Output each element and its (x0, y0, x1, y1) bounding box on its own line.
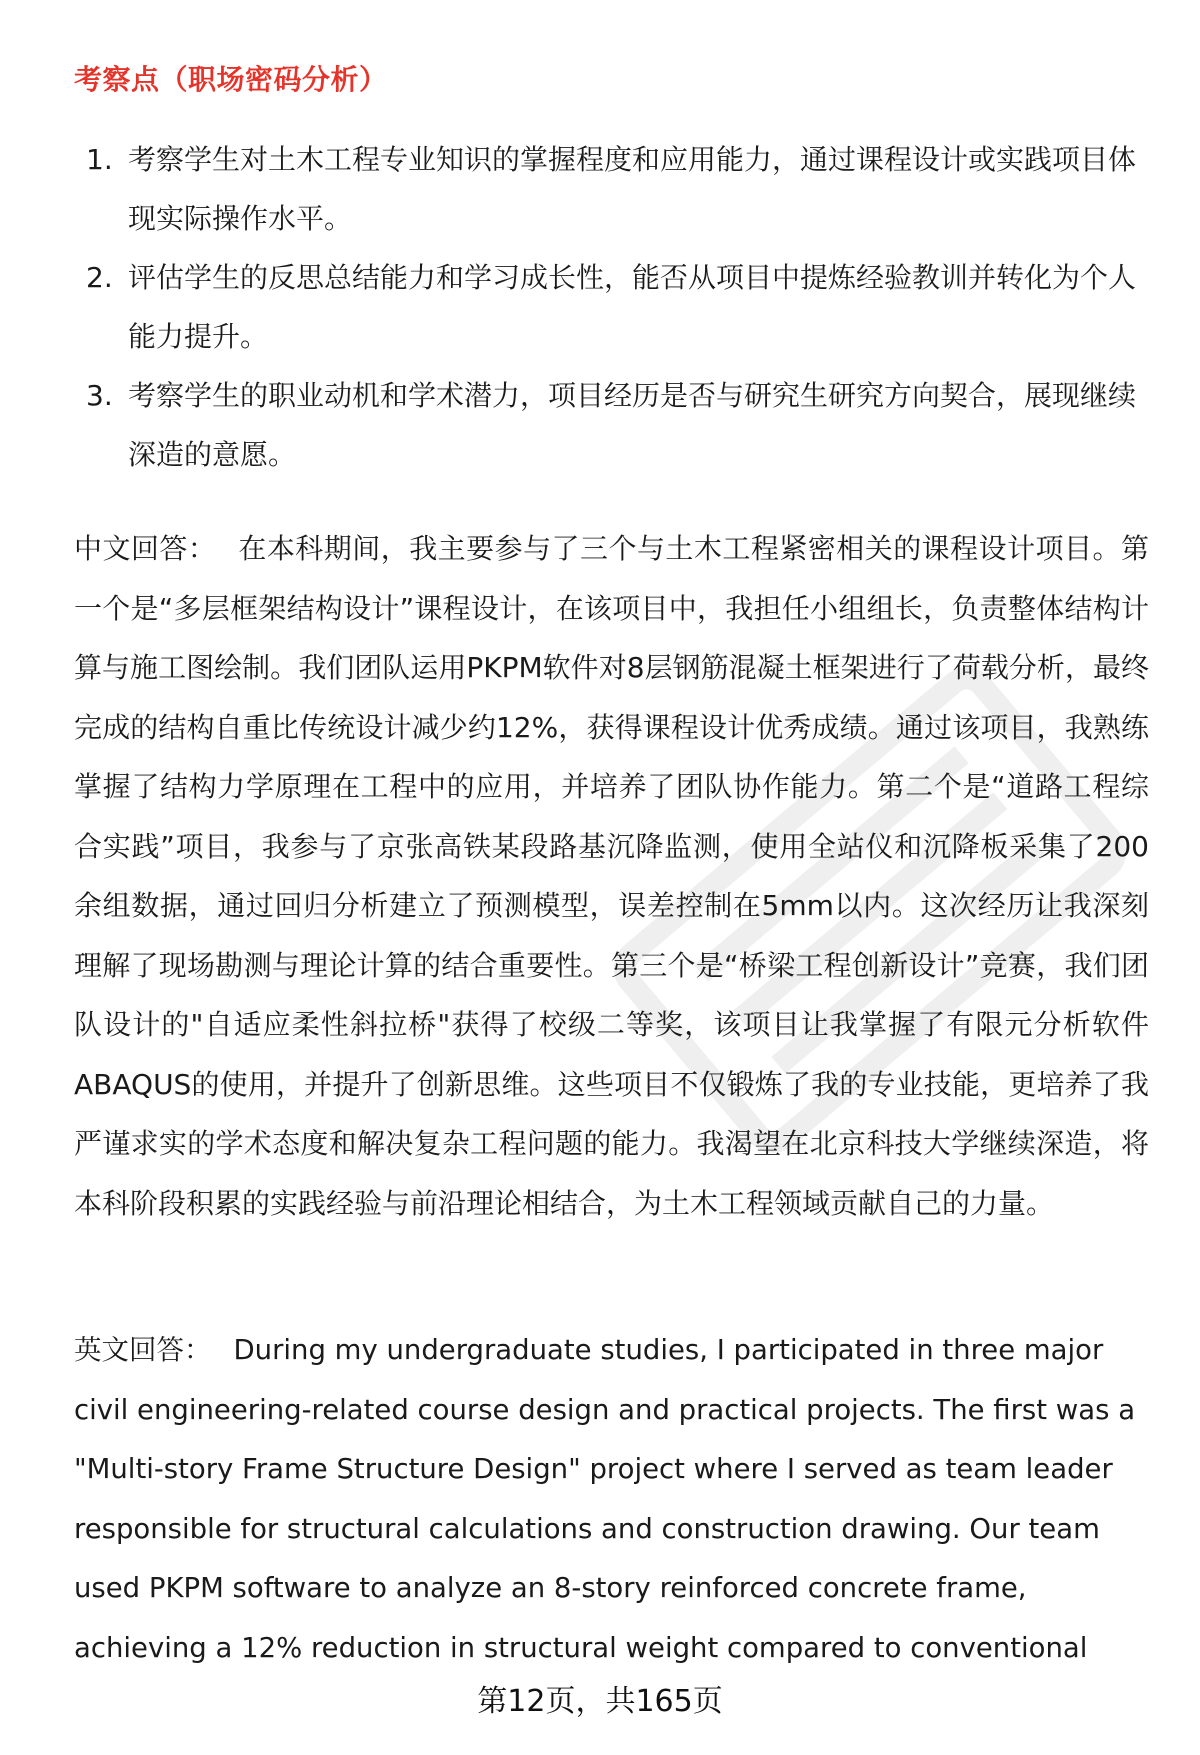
list-item-text: 评估学生的反思总结能力和学习成长性，能否从项目中提炼经验教训并转化为个人能力提升。 (128, 261, 1137, 353)
list-item (74, 130, 1154, 248)
section-title: 考察点（职场密码分析） (74, 63, 388, 96)
list-item (74, 248, 1154, 366)
page-indicator: 第12页，共165页 (477, 1684, 723, 1719)
english-answer-text: During my undergraduate studies, I participated in three major civil engineering-related course design and practical projects. The first was a "Multi-story Frame Structure Design" project where I served as team leader responsible for structural calculations and construction drawing. Our team used PKPM software to analyze an 8-story reinforced concrete frame, achieving a 12% reduction in structural weight compared to conventional (74, 1334, 1136, 1664)
list-number: 2. (86, 261, 113, 294)
chinese-answer-paragraph (74, 519, 1149, 1233)
list-number: 3. (86, 379, 113, 412)
list-item-text: 考察学生对土木工程专业知识的掌握程度和应用能力，通过课程设计或实践项目体现实际操作水平。 (128, 143, 1137, 235)
chinese-answer-label: 中文回答： (74, 532, 217, 565)
english-answer-label: 英文回答： (74, 1334, 212, 1366)
english-answer-paragraph (74, 1321, 1149, 1678)
assessment-points-list (74, 130, 1154, 484)
list-number: 1. (86, 143, 113, 176)
chinese-answer-text: 在本科期间，我主要参与了三个与土木工程紧密相关的课程设计项目。第一个是“多层框架结构设计”课程设计，在该项目中，我担任小组组长，负责整体结构计算与施工图绘制。我们团队运用PKPM软件对8层钢筋混凝土框架进行了荷载分析，最终完成的结构自重比传统设计减少约12%，获得课程设计优秀成绩。通过该项目，我熟练掌握了结构力学原理在工程中的应用，并培养了团队协作能力。第二个是“道路工程综合实践”项目，我参与了京张高铁某段路基沉降监测，使用全站仪和沉降板采集了200余组数据，通过回归分析建立了预测模型，误差控制在5mm以内。这次经历让我深刻理解了现场勘测与理论计算的结合重要性。第三个是“桥梁工程创新设计”竞赛，我们团队设计的"自适应柔性斜拉桥"获得了校级二等奖，该项目让我掌握了有限元分析软件ABAQUS的使用，并提升了创新思维。这些项目不仅锻炼了我的专业技能，更培养了我严谨求实的学术态度和解决复杂工程问题的能力。我渴望在北京科技大学继续深造，将本科阶段积累的实践经验与前沿理论相结合，为土木工程领域贡献自己的力量。 (74, 532, 1149, 1220)
list-item (74, 366, 1154, 484)
list-item-text: 考察学生的职业动机和学术潜力，项目经历是否与研究生研究方向契合，展现继续深造的意愿。 (128, 379, 1137, 471)
